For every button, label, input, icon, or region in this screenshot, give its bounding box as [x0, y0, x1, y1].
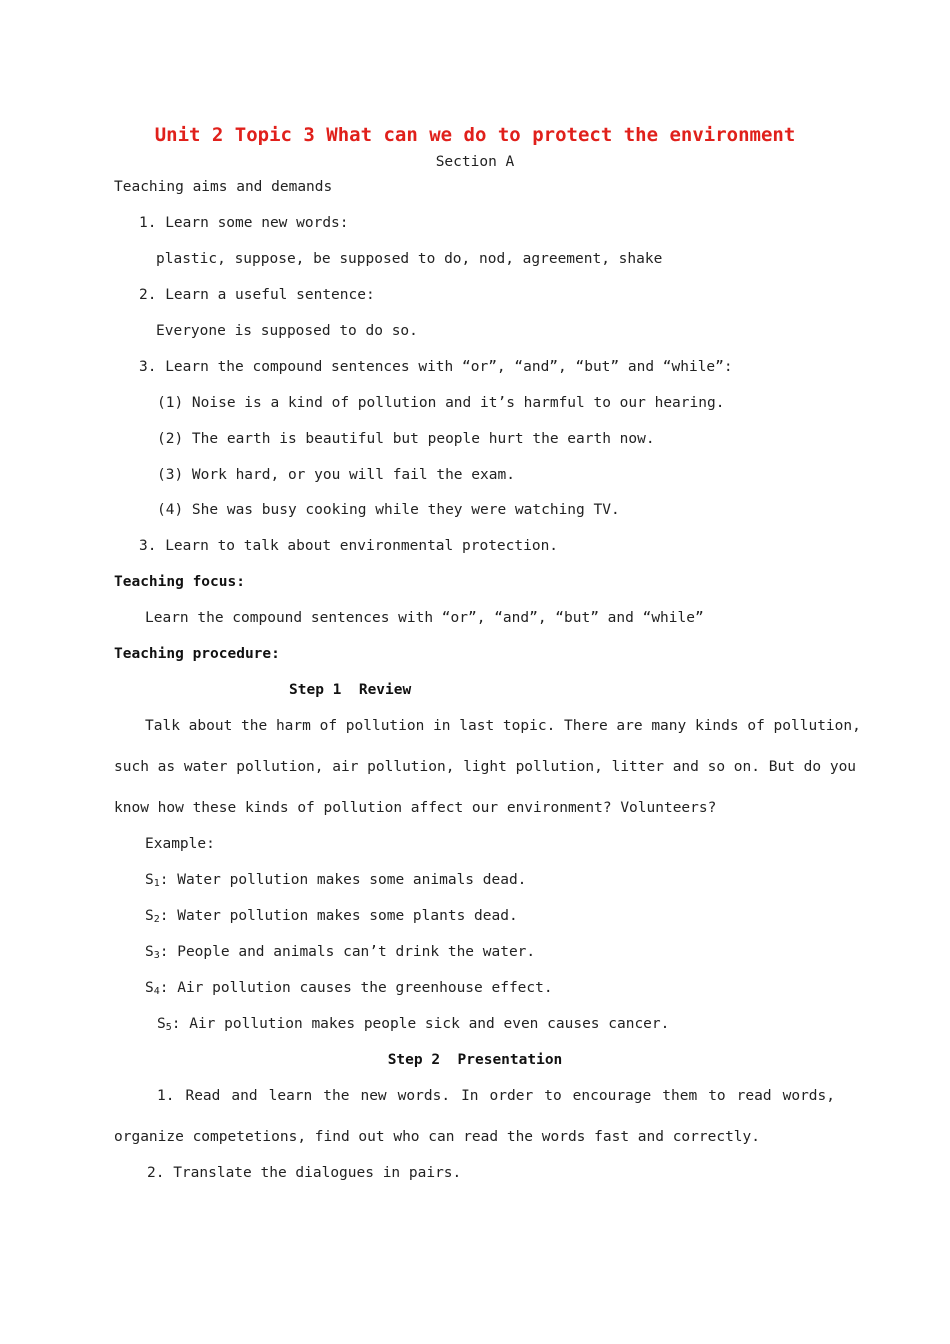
procedure-heading: Teaching procedure:: [114, 646, 280, 662]
example-sentence-3: (3) Work hard, or you will fail the exam.: [157, 467, 515, 483]
document-title: Unit 2 Topic 3 What can we do to protect the environment: [154, 124, 796, 146]
step-2-item-1-line-2: organize competetions, find out who can read the words fast and correctly.: [114, 1129, 761, 1145]
aim-2-sentence: Everyone is supposed to do so.: [156, 323, 418, 339]
step-1-paragraph-line-1: Talk about the harm of pollution in last topic. There are many kinds of pollution,: [145, 718, 861, 734]
example-sentence-2: (2) The earth is beautiful but people hurt the earth now.: [157, 431, 655, 447]
aim-item-1: 1. Learn some new words:: [139, 215, 349, 231]
aim-1-words: plastic, suppose, be supposed to do, nod, agreement, shake: [156, 251, 663, 267]
section-label: Section A: [435, 154, 515, 170]
example-sentence-1: (1) Noise is a kind of pollution and it’s harmful to our hearing.: [157, 395, 725, 411]
step-2-item-2: 2. Translate the dialogues in pairs.: [147, 1165, 462, 1181]
example-sentence-4: (4) She was busy cooking while they were watching TV.: [157, 502, 620, 518]
student-line-2: $S_2$: Water pollution makes some plants dead.: [145, 908, 518, 925]
aim-item-3: 3. Learn the compound sentences with “or”, “and”, “but” and “while”:: [139, 359, 733, 375]
student-line-5: $S_5$: Air pollution makes people sick and even causes cancer.: [157, 1016, 670, 1033]
aim-item-4: 3. Learn to talk about environmental protection.: [139, 538, 559, 554]
aims-heading: Teaching aims and demands: [114, 179, 333, 195]
focus-text: Learn the compound sentences with “or”, “and”, “but” and “while”: [145, 610, 704, 626]
step-2-heading: Step 2 Presentation: [387, 1052, 563, 1068]
student-line-1: $S_1$: Water pollution makes some animals dead.: [145, 872, 527, 889]
student-line-3: $S_3$: People and animals can’t drink the water.: [145, 944, 536, 961]
step-1-heading: Step 1 Review: [289, 682, 412, 698]
focus-heading: Teaching focus:: [114, 574, 245, 590]
step-1-paragraph-line-3: know how these kinds of pollution affect our environment? Volunteers?: [114, 800, 717, 816]
student-line-4: $S_4$: Air pollution causes the greenhouse effect.: [145, 980, 553, 997]
aim-item-2: 2. Learn a useful sentence:: [139, 287, 375, 303]
step-1-paragraph-line-2: such as water pollution, air pollution, light pollution, litter and so on. But do you: [114, 759, 857, 775]
step-2-item-1-line-1: 1. Read and learn the new words. In order to encourage them to read words,: [157, 1088, 835, 1104]
example-label: Example:: [145, 836, 215, 852]
